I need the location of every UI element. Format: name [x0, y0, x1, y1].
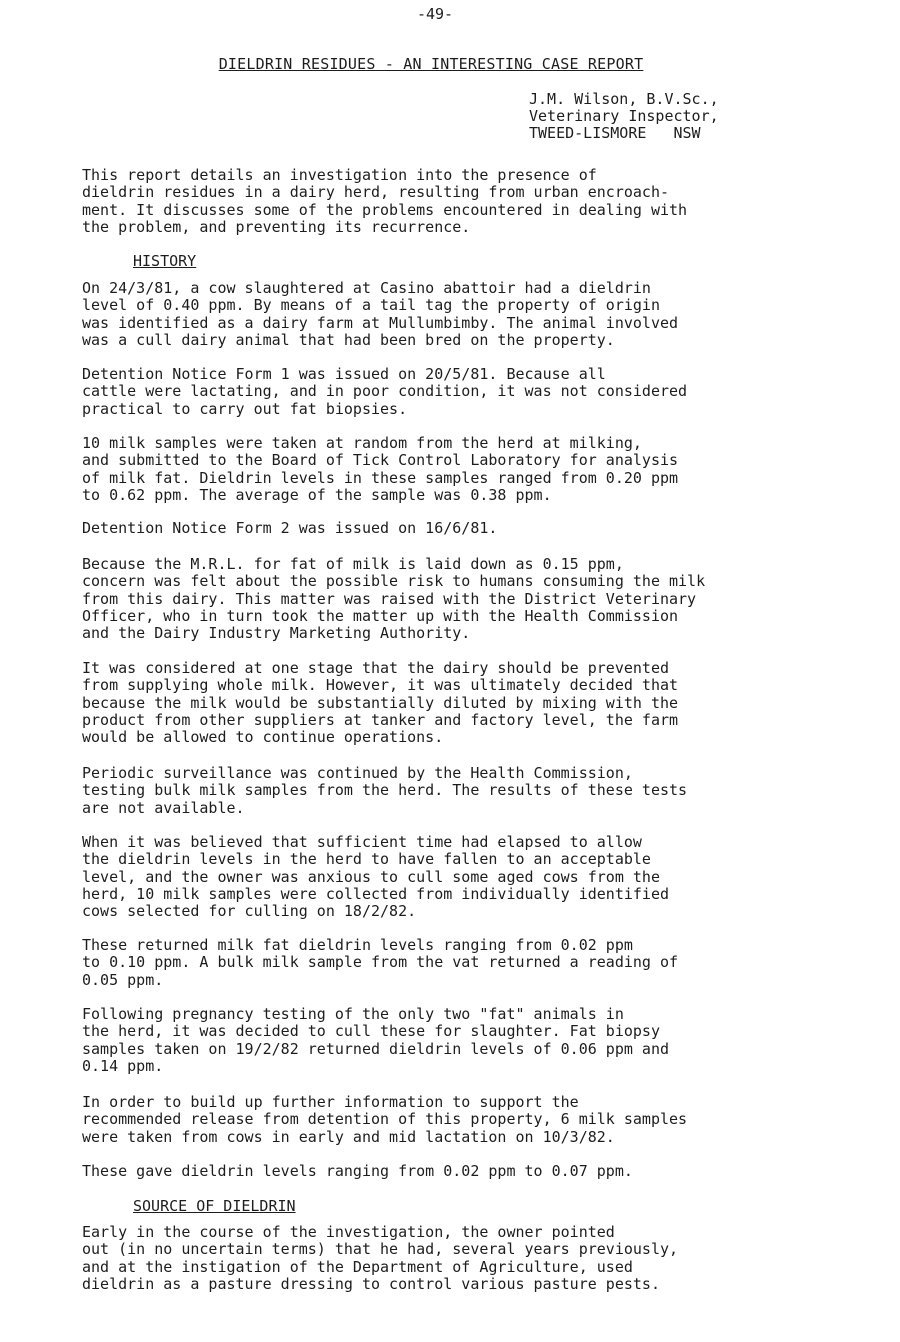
- author-position: Veterinary Inspector,: [529, 107, 719, 125]
- history-paragraph-9: These returned milk fat dieldrin levels ranging from 0.02 ppm to 0.10 ppm. A bulk milk sample from the vat returned a reading of 0.05 ppm.: [82, 936, 679, 989]
- source-heading: SOURCE OF DIELDRIN: [133, 1197, 296, 1215]
- history-paragraph-10: Following pregnancy testing of the only two "fat" animals in the herd, it was decided to cull these for slaughter. Fat biopsy samples taken on 19/2/82 returned dieldrin levels of 0.06 ppm and 0.14 ppm.: [82, 1005, 669, 1075]
- history-paragraph-8: When it was believed that sufficient time had elapsed to allow the dieldrin levels in the herd to have fallen to an acceptable level, and the owner was anxious to cull some aged cows from the herd, 10 milk samples were collected from individually identified cows selected for culling on 18/2/82.: [82, 833, 669, 921]
- author-name: J.M. Wilson, B.V.Sc.,: [529, 90, 719, 108]
- author-block: [529, 91, 719, 142]
- history-paragraph-1: On 24/3/81, a cow slaughtered at Casino abattoir had a dieldrin level of 0.40 ppm. By means of a tail tag the property of origin was identified as a dairy farm at Mullumbimby. The animal involved was a cull dairy animal that had been bred on the property.: [82, 279, 679, 349]
- history-paragraph-11: In order to build up further information to support the recommended release from detention of this property, 6 milk samples were taken from cows in early and mid lactation on 10/3/82.: [82, 1093, 688, 1146]
- source-paragraph: Early in the course of the investigation, the owner pointed out (in no uncertain terms) that he had, several years previously, and at the instigation of the Department of Agriculture, used dieldrin as a pasture dressing to control various pasture pests.: [82, 1223, 679, 1293]
- page-number: -49-: [416, 5, 454, 23]
- history-paragraph-7: Periodic surveillance was continued by the Health Commission, testing bulk milk samples from the herd. The results of these tests are not available.: [82, 764, 688, 817]
- history-paragraph-3: 10 milk samples were taken at random from the herd at milking, and submitted to the Board of Tick Control Laboratory for analysis of milk fat. Dieldrin levels in these samples ranged from 0.20 ppm to 0.62 ppm. The average of the sample was 0.38 ppm.: [82, 434, 679, 504]
- history-paragraph-2: Detention Notice Form 1 was issued on 20/5/81. Because all cattle were lactating, and in poor condition, it was not considered practical to carry out fat biopsies.: [82, 365, 688, 418]
- history-paragraph-4: Detention Notice Form 2 was issued on 16/6/81.: [82, 519, 498, 537]
- history-paragraph-12: These gave dieldrin levels ranging from 0.02 ppm to 0.07 ppm.: [82, 1162, 633, 1180]
- history-paragraph-6: It was considered at one stage that the dairy should be prevented from supplying whole milk. However, it was ultimately decided that because the milk would be substantially diluted by mixing with the product from other suppliers at tanker and factory level, the farm would be allowed to continue operations.: [82, 659, 679, 747]
- history-heading: HISTORY: [133, 252, 197, 270]
- history-paragraph-5: Because the M.R.L. for fat of milk is laid down as 0.15 ppm, concern was felt about the possible risk to humans consuming the milk from this dairy. This matter was raised with the District Veterinary Officer, who in turn took the matter up with the Health Commission and the Dairy Industry Marketing Authority.: [82, 555, 706, 643]
- report-title: DIELDRIN RESIDUES - AN INTERESTING CASE REPORT: [218, 55, 644, 73]
- author-location: TWEED-LISMORE NSW: [529, 124, 701, 142]
- intro-paragraph: This report details an investigation into the presence of dieldrin residues in a dairy herd, resulting from urban encroach- ment. It discusses some of the problems encountered in dealing with the problem, and preventing its recurrence.: [82, 166, 688, 236]
